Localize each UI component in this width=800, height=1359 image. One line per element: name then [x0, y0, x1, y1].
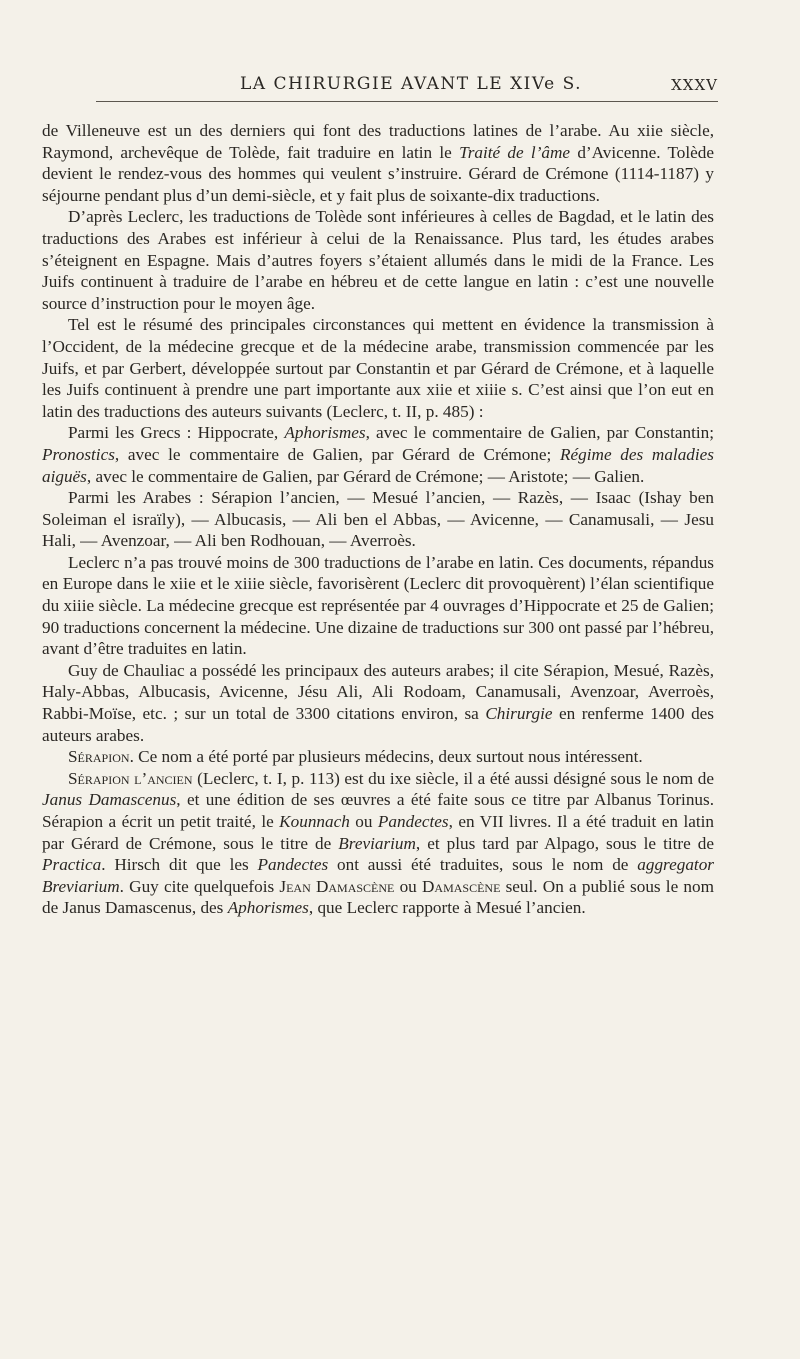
paragraph — [42, 768, 714, 919]
text-run: , et une édition de ses œuvres a été faite sous ce titre par Albanus Torinus. Sérapion a écrit un petit traité, le — [42, 790, 714, 831]
italic-title: Janus Damascenus — [42, 790, 177, 810]
paragraph — [42, 120, 714, 206]
italic-title: Pronostics — [42, 444, 115, 464]
paragraph — [42, 552, 714, 660]
italic-title: Kounnach — [279, 812, 350, 831]
text-run: . Hirsch dit que les — [101, 855, 258, 875]
paragraph — [42, 487, 714, 552]
text-run: D’après Leclerc, les traductions de Tolède sont inférieures à celles de Bagdad, et le latin des traductions des Arabes est inférieur à celui de la Renaissance. Plus tard, les études arabes s’éteignent en Espagne. Mais d’autres foyers s’étaient allumés dans le midi de la France. Les Juifs continuent à traduire de l’arabe en hébreu et de cette langue en latin : c’est une nouvelle source d’instruction pour le moyen âge. — [42, 207, 714, 313]
text-run: , et plus tard par Alpago, sous le titre de — [415, 833, 714, 853]
paragraph — [42, 422, 714, 487]
page-number: XXXV — [671, 76, 718, 94]
text-run: Guy de Chauliac a possédé les principaux des auteurs arabes; il cite Sérapion, Mesué, Razès, Haly-Abbas, Albucasis, Avicenne, Jésu Ali, Ali Rodoam, Canamusali, Avenzoar, Averroès, Rabbi-Moïse, etc. ; sur un total de 3300 citations environ, sa — [42, 660, 714, 724]
text-run: , avec le commentaire de Galien, par Constantin; — [365, 423, 715, 443]
italic-title: Breviarium — [338, 833, 416, 853]
text-run: ou — [394, 876, 422, 896]
small-caps-name: Sérapion — [68, 747, 130, 767]
italic-title: Pandectes — [377, 812, 449, 831]
paragraph — [42, 660, 714, 746]
paragraph — [42, 746, 714, 768]
text-run: Tel est le résumé des principales circonstances qui mettent en évidence la transmission à l’Occident, de la médecine grecque et de la médecine arabe, transmission commencée par les Juifs, et par Gerbert, développée surtout par Constantin et par Gérard de Crémone, et à laquelle les Juifs continuent à prendre une part importante aux xiie et xiiie s. C’est ainsi que l’on eut en latin des traductions des auteurs suivants (Leclerc, t. II, p. 485) : — [42, 315, 714, 421]
text-run: ou — [349, 812, 378, 831]
italic-title: Practica — [42, 855, 102, 875]
small-caps-name: Damascène — [421, 876, 501, 896]
italic-title: Chirurgie — [485, 704, 553, 724]
italic-title: Régime des maladies aiguës — [42, 444, 714, 486]
text-run: . Guy cite quelquefois — [119, 876, 280, 896]
text-run: seul. On a publié sous le nom de Janus Damascenus, des — [42, 876, 714, 918]
italic-title: Pandectes — [257, 855, 329, 875]
text-run: , avec le commentaire de Galien, par Gérard de Crémone; — [114, 444, 561, 464]
text-run: en renferme 1400 des auteurs arabes. — [42, 704, 714, 745]
small-caps-name: Sérapion l’ancien — [68, 768, 193, 788]
text-run: Parmi les Arabes : Sérapion l’ancien, — Mesué l’ancien, — Razès, — Isaac (Ishay ben Soleiman el israïly), — Albucasis, — Ali ben el Abbas, — Avicenne, — Canamusali, — Jesu Hali, — Avenzoar, — Ali ben Rodhouan, — Averroès. — [42, 488, 714, 551]
page-header — [104, 74, 718, 104]
body-text — [42, 120, 714, 919]
italic-title: Aphorismes — [227, 898, 309, 918]
running-title: LA CHIRURGIE AVANT LE XIVe S. — [239, 74, 583, 94]
paragraph — [42, 314, 714, 422]
text-run: d’Avicenne. Tolède devient le rendez-vous des hommes qui veulent s’instruire. Gérard de Crémone (1114-1187) y séjourne pendant plus d’un demi-siècle, et y fait plus de soixante-dix traductions. — [42, 142, 715, 205]
italic-title: aggregator Breviarium — [42, 855, 714, 896]
italic-title: Traité de l’âme — [459, 142, 571, 162]
text-run: (Leclerc, t. I, p. 113) est du ixe siècle, il a été aussi désigné sous le nom de — [192, 768, 714, 788]
paragraph — [42, 206, 714, 314]
small-caps-name: Jean Damascène — [279, 876, 395, 896]
text-run: , avec le commentaire de Galien, par Gérard de Crémone; — Aristote; — Galien. — [86, 466, 645, 486]
text-run: de Villeneuve est un des derniers qui font des traductions latines de l’arabe. Au xiie siècle, Raymond, archevêque de Tolède, fait traduire en latin le — [42, 121, 714, 162]
text-run: Leclerc n’a pas trouvé moins de 300 traductions de l’arabe en latin. Ces documents, répandus en Europe dans le xiie et le xiiie siècle, favorisèrent (Leclerc dit provoquèrent) l’élan scientifique du xiiie siècle. La médecine grecque est représentée par 4 ouvrages d’Hippocrate et 25 de Galien; 90 traductions concernent la médecine. Une dizaine de traductions sur 300 ont passé par l’hébreu, avant d’être traduites en latin. — [42, 552, 714, 659]
text-run: ont aussi été traduites, sous le nom de — [328, 855, 638, 875]
text-run: , que Leclerc rapporte à Mesué l’ancien. — [308, 898, 586, 918]
text-run: . Ce nom a été porté par plusieurs médecins, deux surtout nous intéressent. — [129, 747, 643, 767]
header-rule — [96, 101, 718, 102]
text-run: , en VII livres. Il a été traduit en latin par Gérard de Crémone, sous le titre de — [42, 812, 714, 853]
text-run: Parmi les Grecs : Hippocrate, — [68, 423, 285, 443]
italic-title: Aphorismes — [284, 423, 366, 443]
